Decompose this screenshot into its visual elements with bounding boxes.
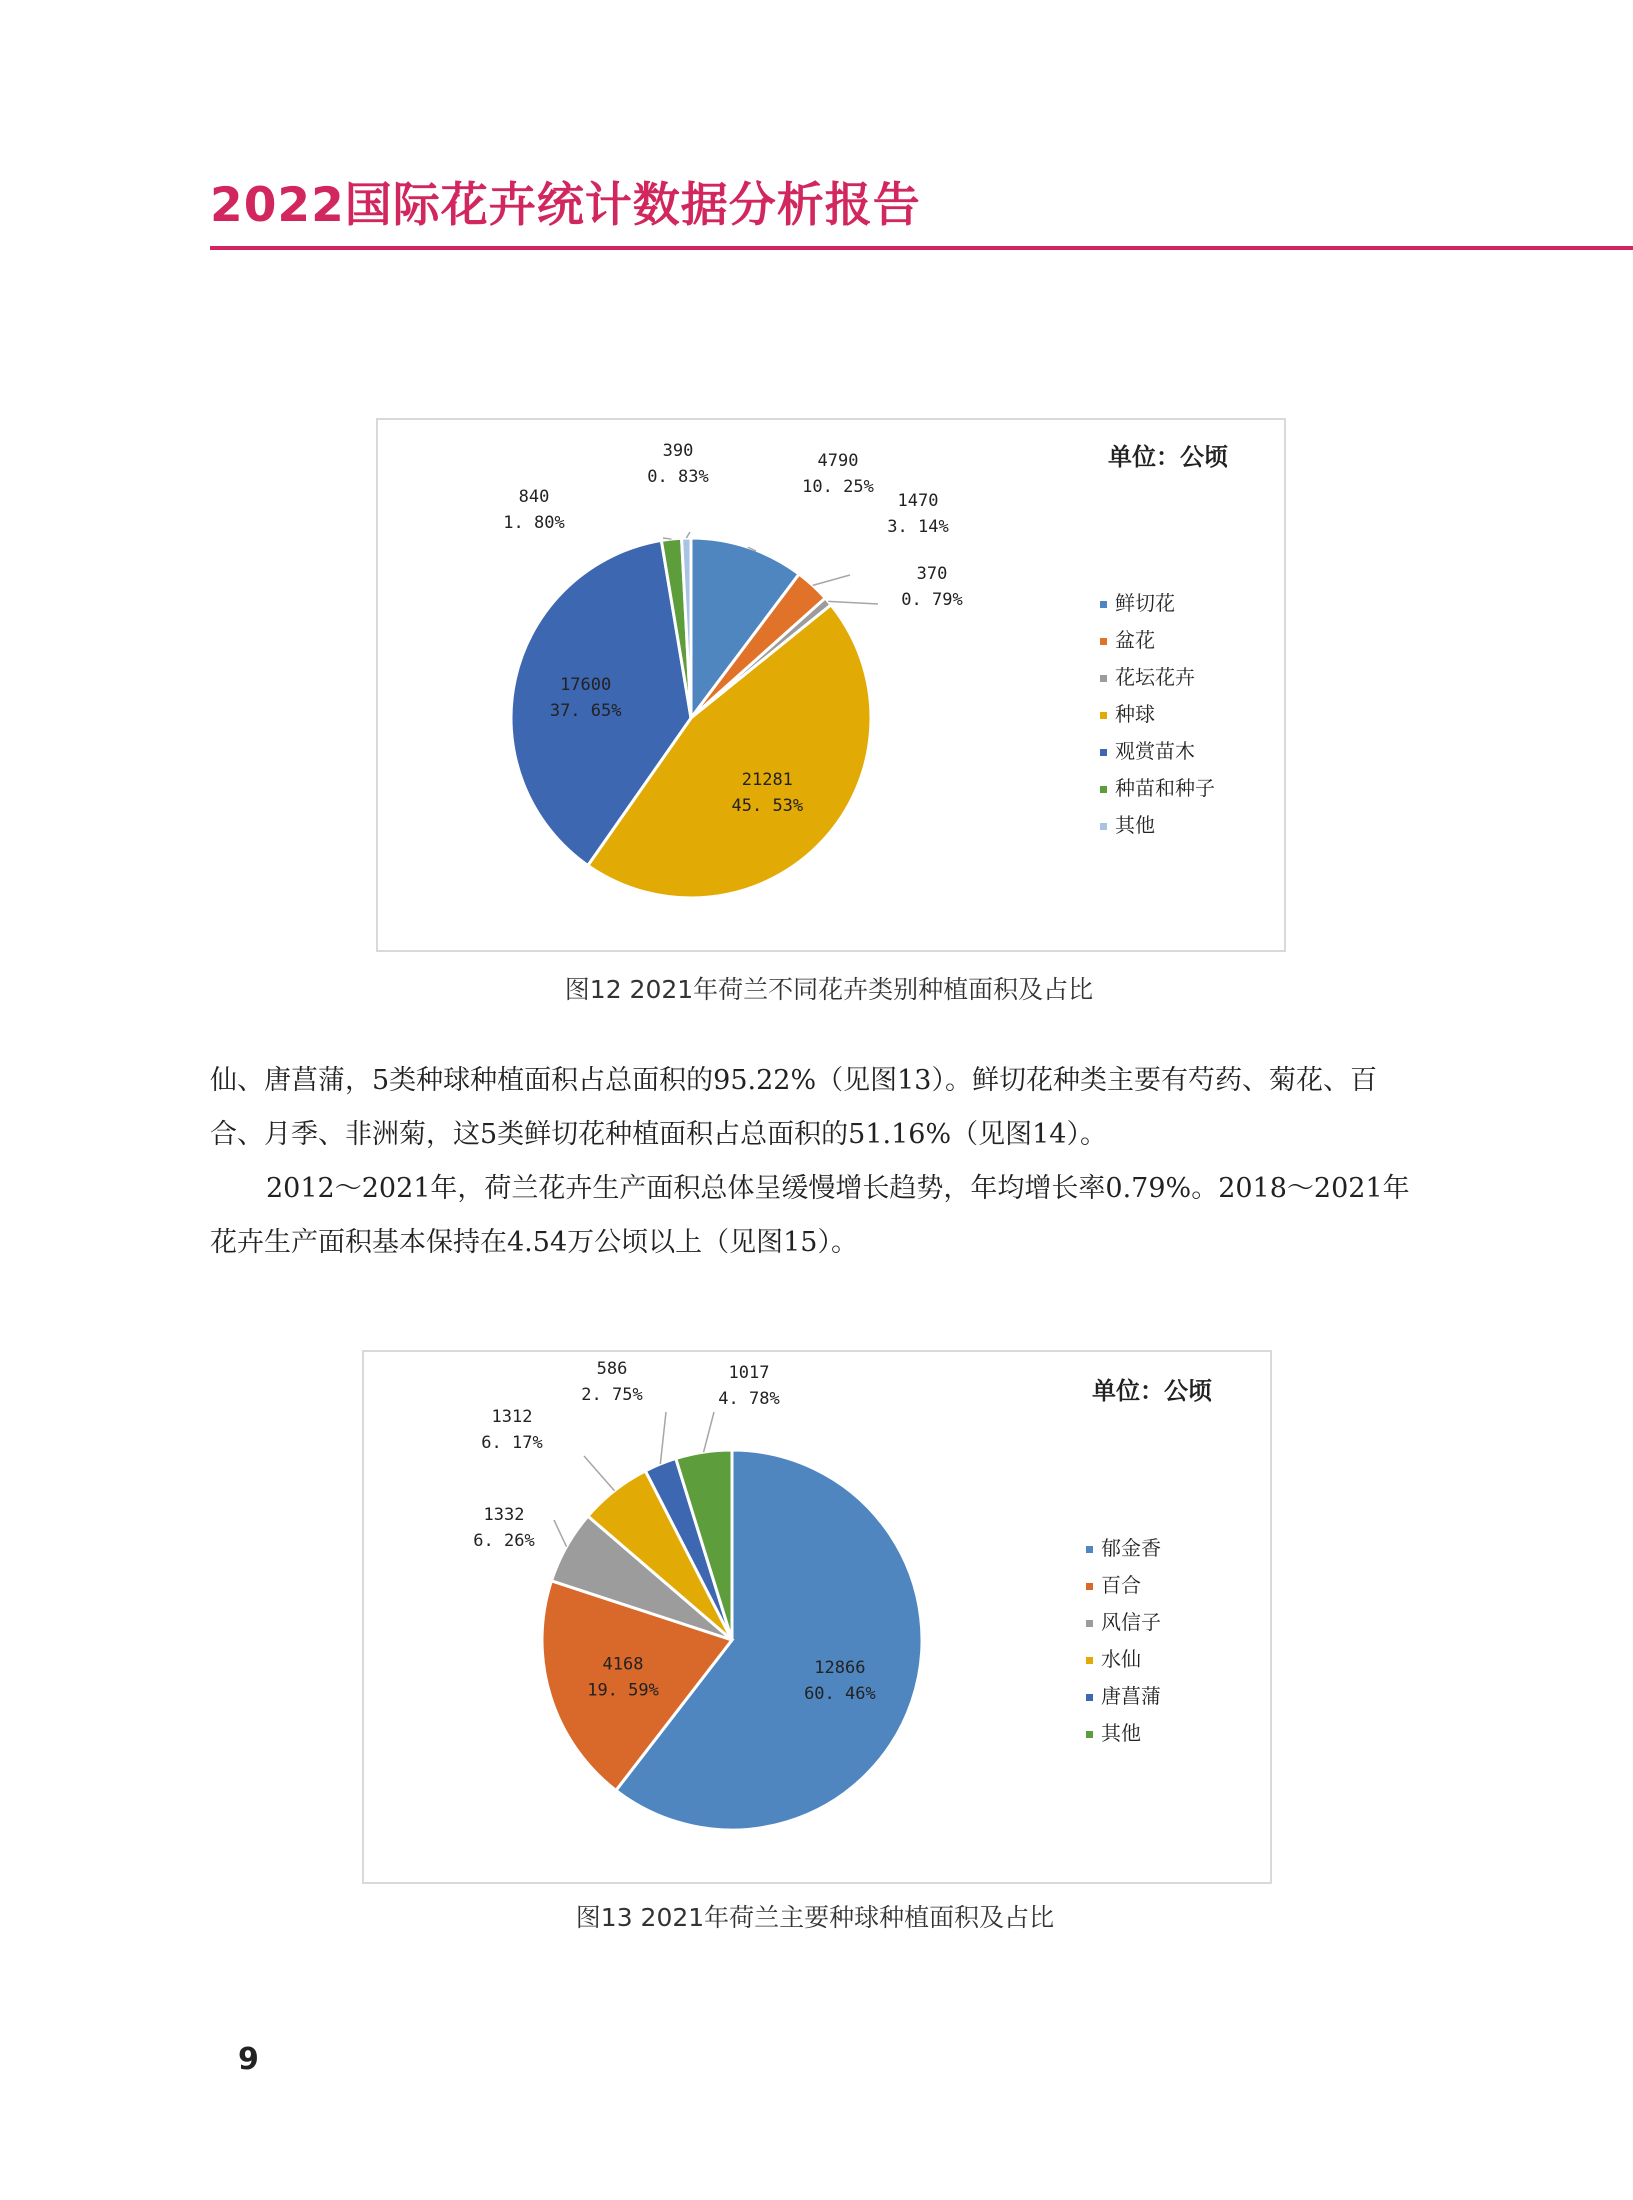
legend-label: 百合 (1101, 1573, 1141, 1597)
legend-label: 鲜切花 (1115, 591, 1175, 615)
legend-label: 种苗和种子 (1115, 776, 1215, 800)
data-label-percent: 0. 79% (901, 590, 963, 610)
legend-swatch (1100, 749, 1107, 756)
legend-swatch (1100, 823, 1107, 830)
data-label-percent: 1. 80% (503, 513, 565, 533)
data-label-percent: 45. 53% (731, 796, 804, 817)
leader-line-5 (663, 538, 671, 539)
data-label-value: 4790 (817, 451, 859, 471)
data-label-percent: 2. 75% (581, 1385, 643, 1405)
data-label-value: 21281 (741, 770, 793, 791)
data-label-percent: 3. 14% (887, 517, 949, 537)
legend-label: 其他 (1101, 1721, 1141, 1745)
data-label-value: 17600 (560, 675, 612, 696)
figure12-caption: 图12 2021年荷兰不同花卉类别种植面积及占比 (564, 975, 1094, 1004)
data-label-value: 1312 (491, 1407, 533, 1427)
data-label-value: 586 (596, 1359, 628, 1379)
data-label-percent: 60. 46% (804, 1683, 876, 1704)
header-divider (210, 246, 1633, 250)
leader-line-4 (660, 1412, 666, 1464)
legend-label: 观赏苗木 (1115, 739, 1195, 763)
legend-swatch (1100, 638, 1107, 645)
figure13-chart (362, 1350, 1272, 1884)
figure12-pie-svg (378, 420, 1284, 950)
data-label-percent: 19. 59% (587, 1680, 659, 1701)
data-label-value: 1332 (483, 1505, 525, 1525)
legend-swatch (1100, 786, 1107, 793)
unit-label: 单位：公顷 (1108, 443, 1228, 471)
body-text (210, 1054, 1430, 1270)
unit-label: 单位：公顷 (1092, 1377, 1212, 1405)
data-label-percent: 0. 83% (647, 467, 709, 487)
legend-swatch (1086, 1731, 1093, 1738)
legend-swatch (1100, 601, 1107, 608)
legend-label: 风信子 (1101, 1610, 1161, 1634)
data-label-value: 370 (916, 564, 948, 584)
legend-swatch (1100, 675, 1107, 682)
legend-label: 种球 (1115, 702, 1155, 726)
leader-line-3 (584, 1456, 614, 1491)
paragraph-2: 2012～2021年，荷兰花卉生产面积总体呈缓慢增长趋势，年均增长率0.79%。2018～2021年花卉生产面积基本保持在4.54万公顷以上（见图15）。 (210, 1173, 1410, 1258)
legend-label: 郁金香 (1101, 1536, 1161, 1560)
legend-label: 水仙 (1101, 1647, 1141, 1671)
legend-label: 唐菖蒲 (1101, 1684, 1161, 1708)
leader-line-2 (554, 1520, 567, 1547)
data-label-value: 1470 (897, 491, 939, 511)
legend-label: 其他 (1115, 813, 1155, 837)
data-label-percent: 6. 17% (481, 1433, 543, 1453)
data-label-percent: 37. 65% (549, 701, 622, 722)
data-label-value: 4168 (602, 1654, 644, 1675)
data-label-percent: 10. 25% (802, 477, 874, 497)
leader-line-5 (704, 1412, 714, 1452)
legend-swatch (1086, 1694, 1093, 1701)
legend-swatch (1086, 1546, 1093, 1553)
data-label-value: 12866 (814, 1657, 866, 1678)
legend-swatch (1100, 712, 1107, 719)
figure12-chart (376, 418, 1286, 952)
legend-swatch (1086, 1657, 1093, 1664)
figure13-caption: 图13 2021年荷兰主要种球种植面积及占比 (575, 1903, 1055, 1932)
leader-line-1 (813, 575, 850, 585)
figure13-pie-svg (364, 1352, 1270, 1882)
data-label-value: 840 (518, 487, 550, 507)
legend-label: 盆花 (1115, 628, 1155, 652)
data-label-value: 390 (662, 441, 694, 461)
paragraph-1: 仙、唐菖蒲，5类种球种植面积占总面积的95.22%（见图13）。鲜切花种类主要有芍药、菊花、百合、月季、非洲菊，这5类鲜切花种植面积占总面积的51.16%（见图14）。 (210, 1065, 1377, 1150)
data-label-value: 1017 (728, 1363, 770, 1383)
page-number: 9 (238, 2042, 259, 2077)
legend-label: 花坛花卉 (1115, 665, 1195, 689)
report-title: 2022国际花卉统计数据分析报告 (210, 178, 921, 233)
legend-swatch (1086, 1583, 1093, 1590)
legend-swatch (1086, 1620, 1093, 1627)
data-label-percent: 4. 78% (718, 1389, 780, 1409)
data-label-percent: 6. 26% (473, 1531, 535, 1551)
leader-line-2 (828, 601, 878, 604)
